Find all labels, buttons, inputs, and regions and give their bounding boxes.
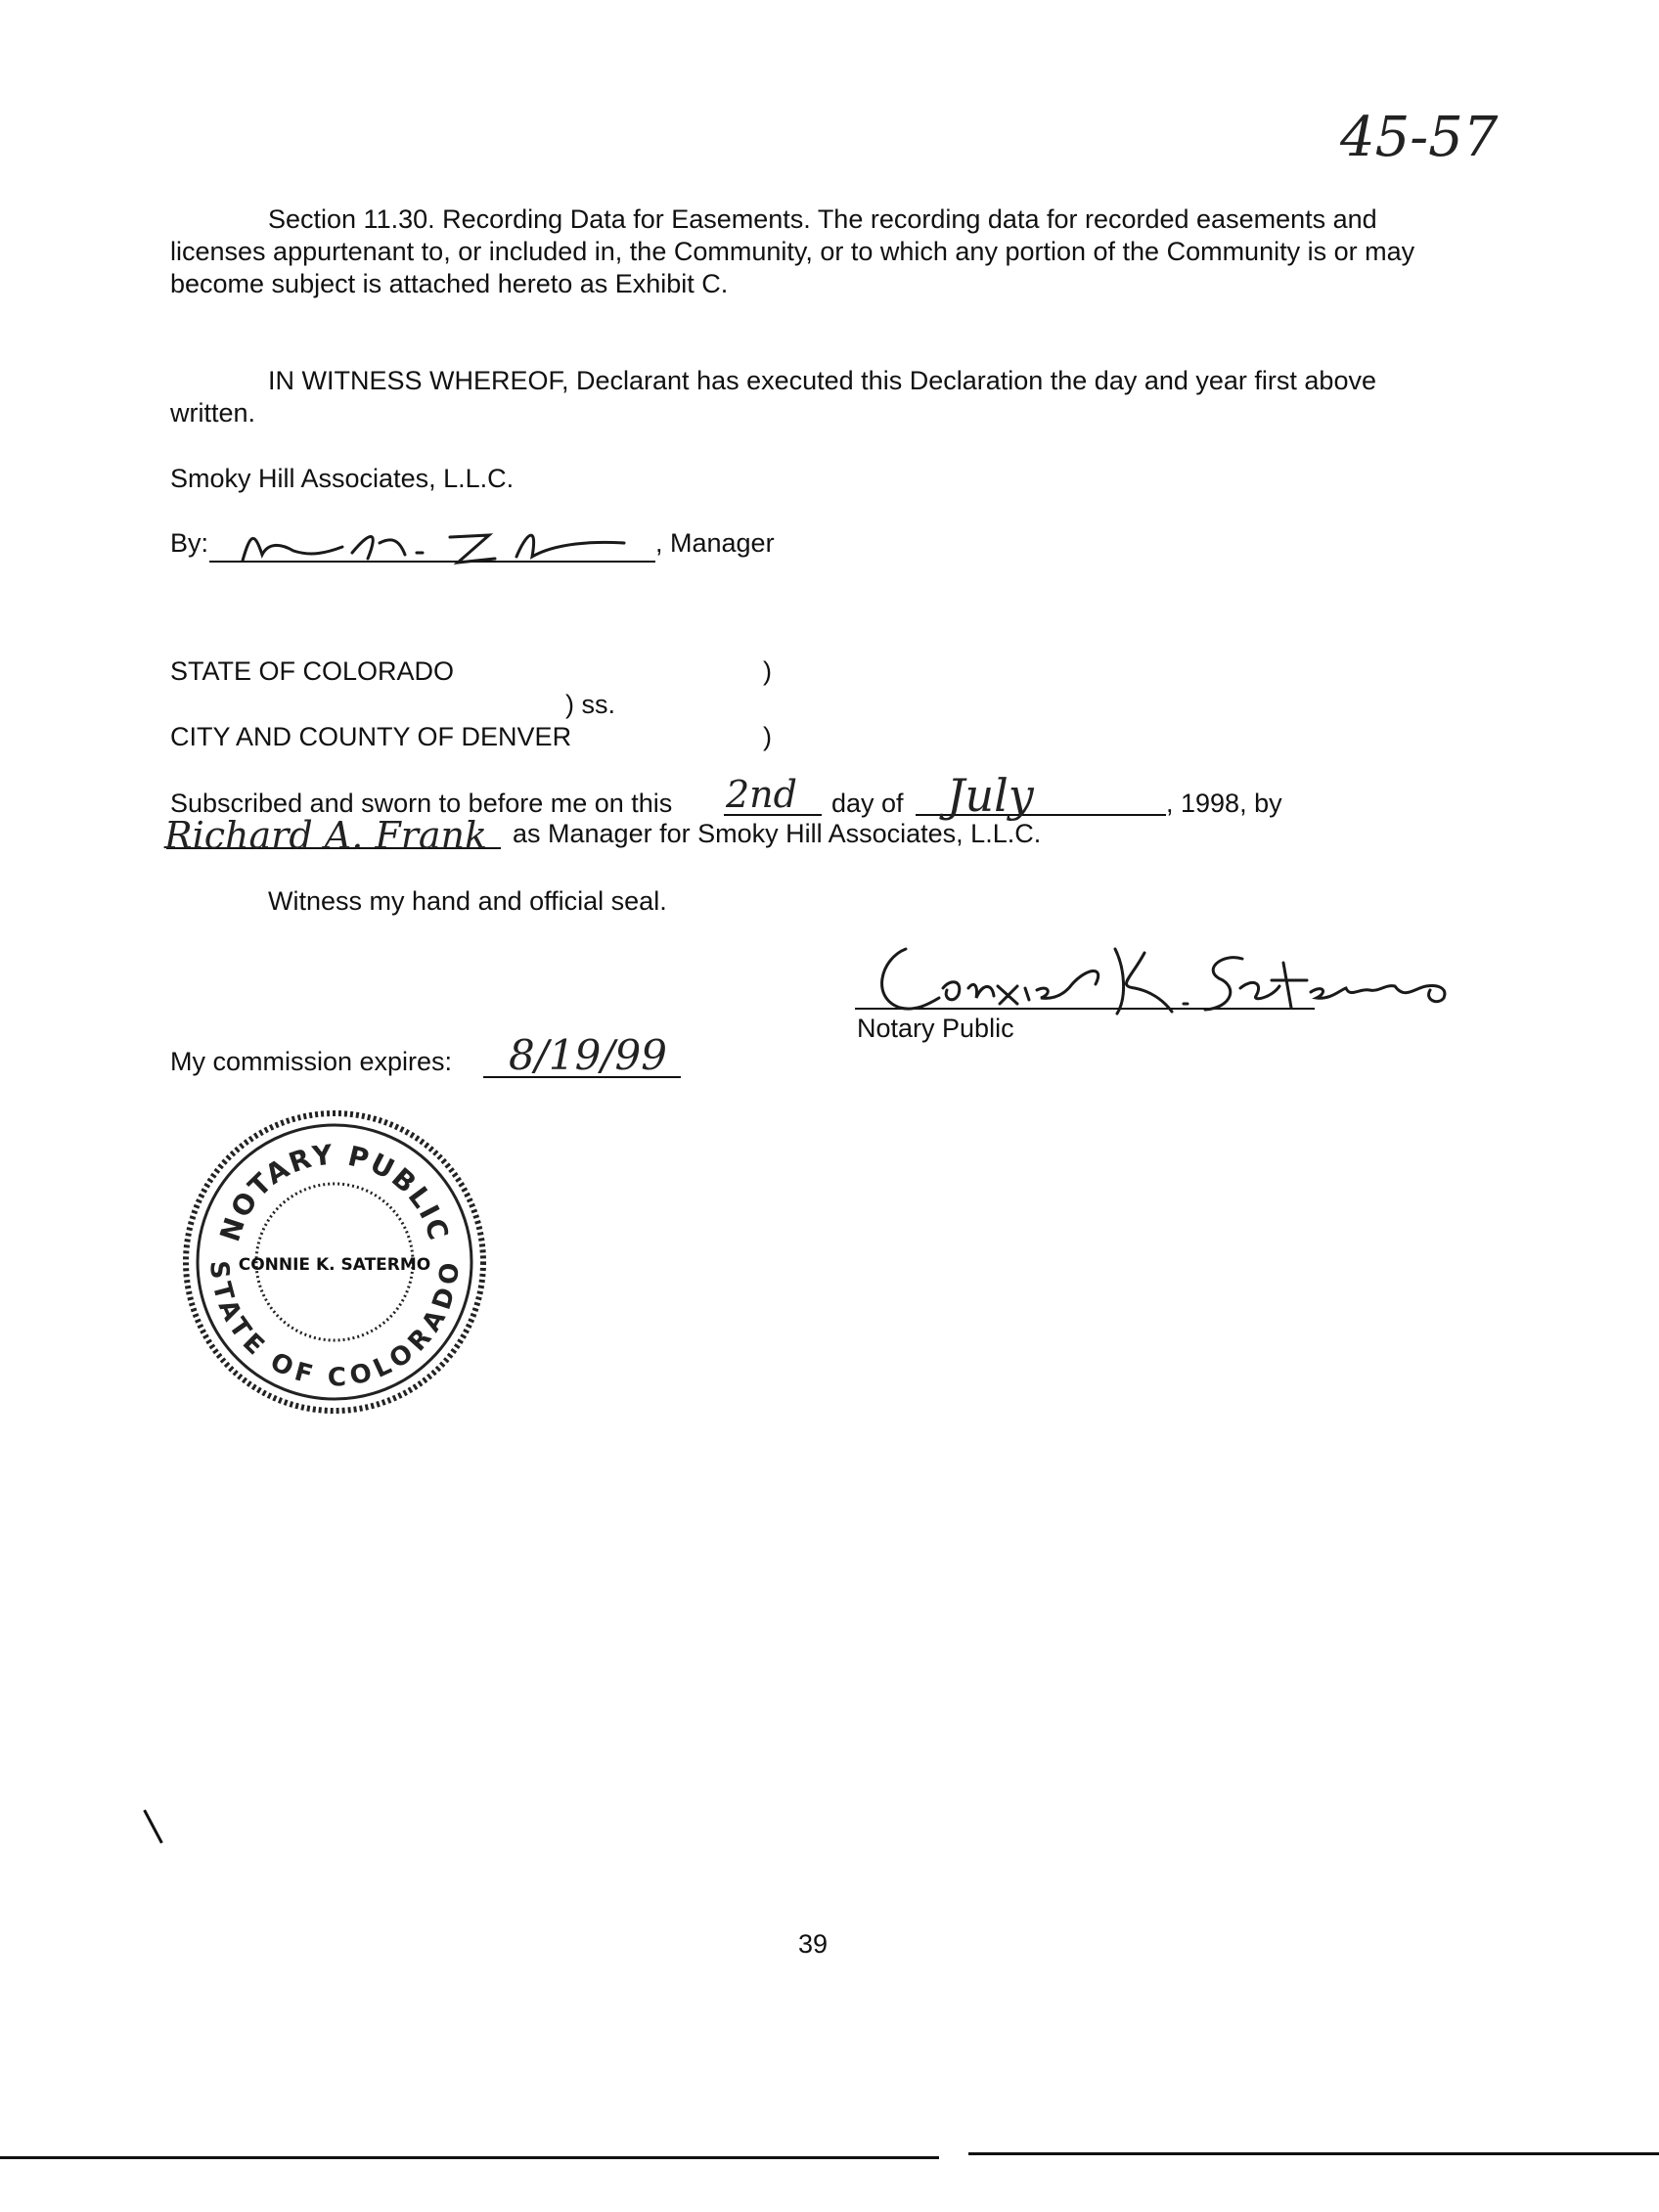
signer-name-value: Richard A. Frank: [164, 814, 488, 857]
month-value: July: [947, 769, 1034, 822]
seal-top-text: NOTARY PUBLIC: [213, 1138, 456, 1245]
notary-public-label: Notary Public: [857, 1014, 1014, 1043]
notary-seal: [178, 1106, 491, 1419]
witness-hand-text: Witness my hand and official seal.: [268, 886, 667, 916]
section-11-30-paragraph: Section 11.30. Recording Data for Easements. The recording data for recorded easements and licenses appurtenant to, or included in, the Community, or to which any portion of the Community is or may become subject is attached hereto as Exhibit C.: [170, 204, 1415, 298]
commission-label: My commission expires:: [170, 1047, 453, 1076]
svg-text:STATE OF COLORADO: [203, 1259, 466, 1392]
county-paren: ): [763, 722, 772, 751]
day-value: 2nd: [726, 773, 797, 816]
notary-signature: [861, 929, 1467, 1017]
handwritten-page-ref: 45-57: [1340, 106, 1499, 169]
commission-value: 8/19/99: [509, 1031, 667, 1079]
bottom-rule-right: [968, 2152, 1659, 2155]
seal-center-text: CONNIE K. SATERMO: [238, 1255, 431, 1275]
bottom-rule-left: [0, 2156, 939, 2159]
manager-suffix: , Manager: [655, 528, 775, 558]
by-label: By:: [170, 528, 209, 558]
seal-bottom-text: STATE OF COLORADO: [203, 1259, 466, 1393]
manager-signature: [233, 514, 644, 572]
county-line: CITY AND COUNTY OF DENVER: [170, 722, 572, 751]
as-manager-text: as Manager for Smoky Hill Associates, L.L.C.: [513, 819, 1042, 848]
subscribed-prefix: Subscribed and sworn to before me on this: [170, 789, 673, 818]
state-line: STATE OF COLORADO: [170, 656, 455, 686]
witness-clause-paragraph: IN WITNESS WHEREOF, Declarant has executed this Declaration the day and year first above written.: [170, 366, 1376, 428]
day-of-label: day of: [831, 789, 904, 818]
page-number: 39: [798, 1929, 829, 1959]
state-paren: ): [763, 656, 772, 686]
company-name: Smoky Hill Associates, L.L.C.: [170, 464, 515, 493]
ss-line: ) ss.: [565, 690, 615, 719]
year-by-label: , 1998, by: [1166, 789, 1282, 818]
stray-mark: [143, 1810, 162, 1844]
